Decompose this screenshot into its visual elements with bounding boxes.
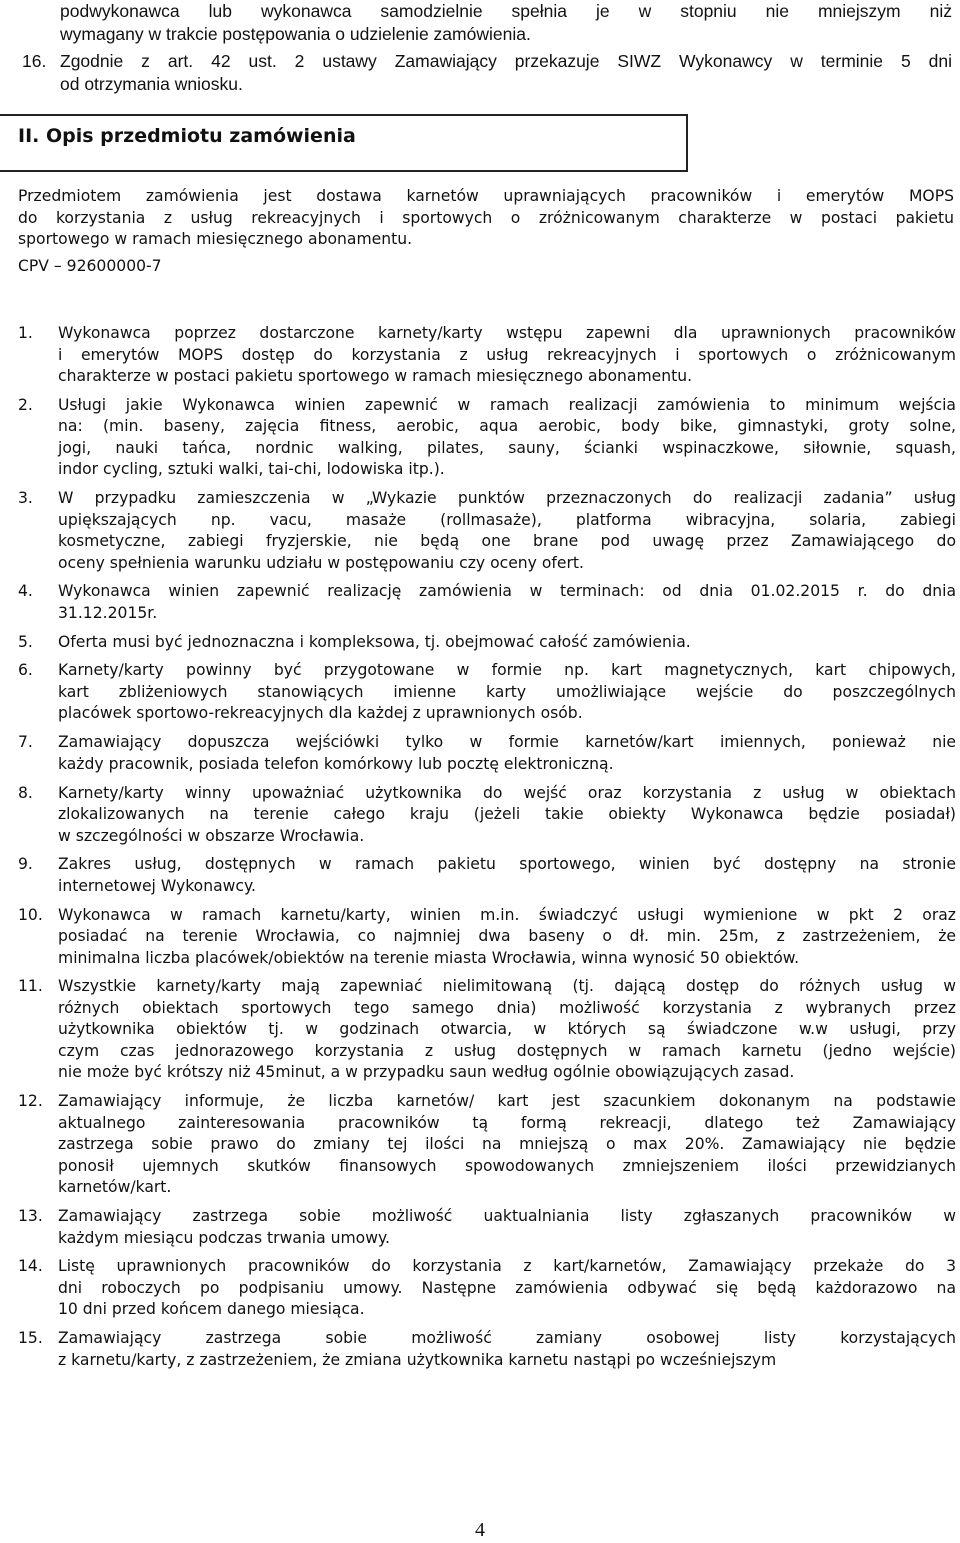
text-line: Oferta musi być jednoznaczna i kompleksowa, tj. obejmować całość zamówienia. bbox=[58, 632, 691, 651]
text-line: z karnetu/karty, z zastrzeżeniem, że zmiana użytkownika karnetu nastąpi po wcześniejszym bbox=[58, 1350, 777, 1369]
list-item bbox=[18, 732, 956, 775]
list-item bbox=[22, 50, 952, 96]
section-intro-paragraph bbox=[18, 186, 954, 251]
text-line: Usługi jakie Wykonawca winien zapewnić w ramach realizacji zamówienia to minimum wejścia bbox=[58, 395, 956, 414]
item-text bbox=[58, 905, 956, 970]
text-line: różnych obiektach sportowych tego samego dnia) możliwość korzystania z wybranych przez bbox=[58, 998, 956, 1017]
text-line: wymagany w trakcie postępowania o udzielenie zamówienia. bbox=[60, 24, 531, 44]
text-line: 10 dni przed końcem danego miesiąca. bbox=[58, 1300, 365, 1319]
text-line: Zamawiający informuje, że liczba karnetów/ kart jest szacunkiem dokonanym na podstawie bbox=[58, 1092, 956, 1111]
text-line: każdym miesiącu podczas trwania umowy. bbox=[58, 1228, 390, 1247]
text-line: i emerytów MOPS dostęp do korzystania z usług rekreacyjnych i sportowych o zróżnicowanym bbox=[58, 345, 956, 364]
text-line: placówek sportowo-rekreacyjnych dla każdej z uprawnionych osób. bbox=[58, 704, 583, 723]
text-line: Karnety/karty powinny być przygotowane w formie np. kart magnetycznych, kart chipowych, bbox=[58, 661, 956, 680]
text-line: na: (min. baseny, zajęcia fitness, aerobic, aqua aerobic, body bike, gimnastyki, groty solne, bbox=[58, 417, 956, 436]
list-item bbox=[18, 1091, 956, 1199]
text-line: Wykonawca w ramach karnetu/karty, winien m.in. świadczyć usługi wymienione w pkt 2 oraz bbox=[58, 905, 956, 924]
text-line: zastrzega sobie prawo do zmiany tej ilości na mniejszą o max 20%. Zamawiający nie będzie bbox=[58, 1135, 956, 1154]
text-line: W przypadku zamieszczenia w „Wykazie punktów przeznaczonych do realizacji zadania” usług bbox=[58, 489, 956, 508]
text-line: dni roboczych po podpisaniu umowy. Następne zamówienia odbywać się będą każdorazowo na bbox=[58, 1278, 956, 1297]
item-number: 3. bbox=[18, 489, 33, 508]
text-line: od otrzymania wniosku. bbox=[60, 74, 243, 94]
text-line: każdy pracownik, posiada telefon komórkowy lub pocztę elektroniczną. bbox=[58, 754, 614, 773]
text-line: Zgodnie z art. 42 ust. 2 ustawy Zamawiający przekazuje SIWZ Wykonawcy w terminie 5 dni bbox=[60, 51, 952, 71]
text-line: użytkownika obiektów tj. w godzinach otwarcia, w których są świadczone w.w usługi, przy bbox=[58, 1020, 956, 1039]
list-item bbox=[18, 1328, 956, 1371]
item-text bbox=[58, 323, 956, 388]
text-line: 31.12.2015r. bbox=[58, 603, 158, 622]
text-line: indor cycling, sztuki walki, tai-chi, lodowiska itp.). bbox=[58, 460, 445, 479]
list-item bbox=[18, 976, 956, 1084]
item-text bbox=[58, 976, 956, 1084]
text-line: podwykonawca lub wykonawca samodzielnie spełnia je w stopniu nie mniejszym niż bbox=[60, 1, 952, 21]
item-number: 12. bbox=[18, 1092, 43, 1111]
text-line: aktualnego zainteresowania pracowników tą formą rekreacji, dlatego też Zamawiający bbox=[58, 1113, 956, 1132]
list-item bbox=[18, 1206, 956, 1249]
text-line: czym czas jednorazowego korzystania z usług dostępnych w ramach karnetu (jedno wejście) bbox=[58, 1041, 956, 1060]
item-number: 1. bbox=[18, 324, 33, 342]
section-title: II. Opis przedmiotu zamówienia bbox=[18, 125, 356, 147]
item-text bbox=[58, 732, 956, 775]
text-line: Wykonawca poprzez dostarczone karnety/karty wstępu zapewni dla uprawnionych pracowników bbox=[58, 324, 956, 342]
text-line: jogi, nauki tańca, nordnic walking, pilates, sauny, ścianki wspinaczkowe, siłownie, squash, bbox=[58, 438, 956, 457]
item-number: 6. bbox=[18, 661, 33, 680]
list-item bbox=[18, 905, 956, 970]
item-number: 15. bbox=[18, 1329, 43, 1348]
text-line: sportowego w ramach miesięcznego abonamentu. bbox=[18, 230, 413, 248]
list-item bbox=[18, 395, 956, 481]
item-number: 4. bbox=[18, 582, 33, 601]
item-number: 16. bbox=[22, 51, 47, 71]
item-number: 8. bbox=[18, 783, 33, 802]
list-item bbox=[18, 783, 956, 848]
list-item bbox=[18, 323, 956, 388]
text-line: Zakres usług, dostępnych w ramach pakietu sportowego, winien być dostępny na stronie bbox=[58, 855, 956, 874]
list-item bbox=[18, 1256, 956, 1321]
text-line: karnetów/kart. bbox=[58, 1178, 172, 1197]
text-line: charakterze w postaci pakietu sportowego w ramach miesięcznego abonamentu. bbox=[58, 367, 693, 385]
cpv-code: CPV – 92600000-7 bbox=[18, 257, 162, 275]
item-text bbox=[58, 581, 956, 624]
item-text bbox=[58, 1206, 956, 1249]
item-number: 2. bbox=[18, 395, 33, 414]
text-line: w szczególności w obszarze Wrocławia. bbox=[58, 826, 365, 845]
text-line: minimalna liczba placówek/obiektów na terenie miasta Wrocławia, winna wynosić 50 obiektów. bbox=[58, 948, 800, 967]
text-line: posiadać na terenie Wrocławia, co najmniej dwa baseny o dł. min. 25m, z zastrzeżeniem, że bbox=[58, 927, 956, 946]
text-line: do korzystania z usług rekreacyjnych i sportowych o zróżnicowanym charakterze w postaci pakietu bbox=[18, 208, 954, 227]
list-item bbox=[18, 854, 956, 897]
text-line: kart zbliżeniowych stanowiących imienne karty umożliwiające wejście do poszczególnych bbox=[58, 682, 956, 701]
item-text bbox=[58, 1256, 956, 1321]
text-line: kosmetyczne, zabiegi fryzjerskie, nie będą one brane pod uwagę przez Zamawiającego do bbox=[58, 532, 956, 551]
text-line: Karnety/karty winny upoważniać użytkownika do wejść oraz korzystania z usług w obiektach bbox=[58, 783, 956, 802]
item-text bbox=[58, 632, 956, 654]
item-number: 10. bbox=[18, 905, 43, 924]
text-line: Zamawiający zastrzega sobie możliwość uaktualniania listy zgłaszanych pracowników w bbox=[58, 1207, 956, 1226]
list-item bbox=[18, 488, 956, 574]
list-item bbox=[18, 632, 956, 654]
item-number: 11. bbox=[18, 977, 43, 996]
item-text bbox=[58, 854, 956, 897]
text-line: Przedmiotem zamówienia jest dostawa karnetów uprawniających pracowników i emerytów MOPS bbox=[18, 187, 954, 205]
list-item bbox=[18, 581, 956, 624]
numbered-list bbox=[18, 323, 956, 1378]
item-text bbox=[58, 488, 956, 574]
page-number: 4 bbox=[475, 1519, 485, 1541]
text-line: Wszystkie karnety/karty mają zapewniać nielimitowaną (tj. dającą dostęp do różnych usług w bbox=[58, 977, 956, 996]
list-item bbox=[18, 660, 956, 725]
item-text bbox=[58, 1328, 956, 1371]
item-number: 13. bbox=[18, 1207, 43, 1226]
previous-section-tail bbox=[22, 0, 952, 96]
item-number: 7. bbox=[18, 733, 33, 752]
text-line: upiększających np. vacu, masaże (rollmasaże), platforma wibracyjna, solaria, zabiegi bbox=[58, 510, 956, 529]
text-line: nie może być krótszy niż 45minut, a w przypadku saun według ogólnie obowiązujących zasad. bbox=[58, 1063, 795, 1082]
item-number: 5. bbox=[18, 632, 33, 651]
text-line: Wykonawca winien zapewnić realizację zamówienia w terminach: od dnia 01.02.2015 r. do dnia bbox=[58, 582, 956, 601]
text-line: Zamawiający zastrzega sobie możliwość zamiany osobowej listy korzystających bbox=[58, 1329, 956, 1348]
text-line: Zamawiający dopuszcza wejściówki tylko w formie karnetów/kart imiennych, ponieważ nie bbox=[58, 733, 956, 752]
item-text bbox=[58, 1091, 956, 1199]
item-number: 9. bbox=[18, 855, 33, 874]
text-line: oceny spełnienia warunku udziału w postępowaniu czy oceny ofert. bbox=[58, 553, 584, 572]
item-text bbox=[58, 660, 956, 725]
text-line: Listę uprawnionych pracowników do korzystania z kart/karnetów, Zamawiający przekaże do 3 bbox=[58, 1257, 956, 1276]
item-text bbox=[58, 783, 956, 848]
text-line: internetowej Wykonawcy. bbox=[58, 876, 256, 895]
text-line: zlokalizowanych na terenie całego kraju (jeżeli takie obiekty Wykonawca będzie posiadał) bbox=[58, 805, 956, 824]
item-text bbox=[58, 395, 956, 481]
continuation-paragraph bbox=[22, 0, 952, 46]
item-number: 14. bbox=[18, 1257, 43, 1276]
text-line: ponosił ujemnych skutków finansowych spowodowanych zmniejszeniem ilości przewidzianych bbox=[58, 1156, 956, 1175]
